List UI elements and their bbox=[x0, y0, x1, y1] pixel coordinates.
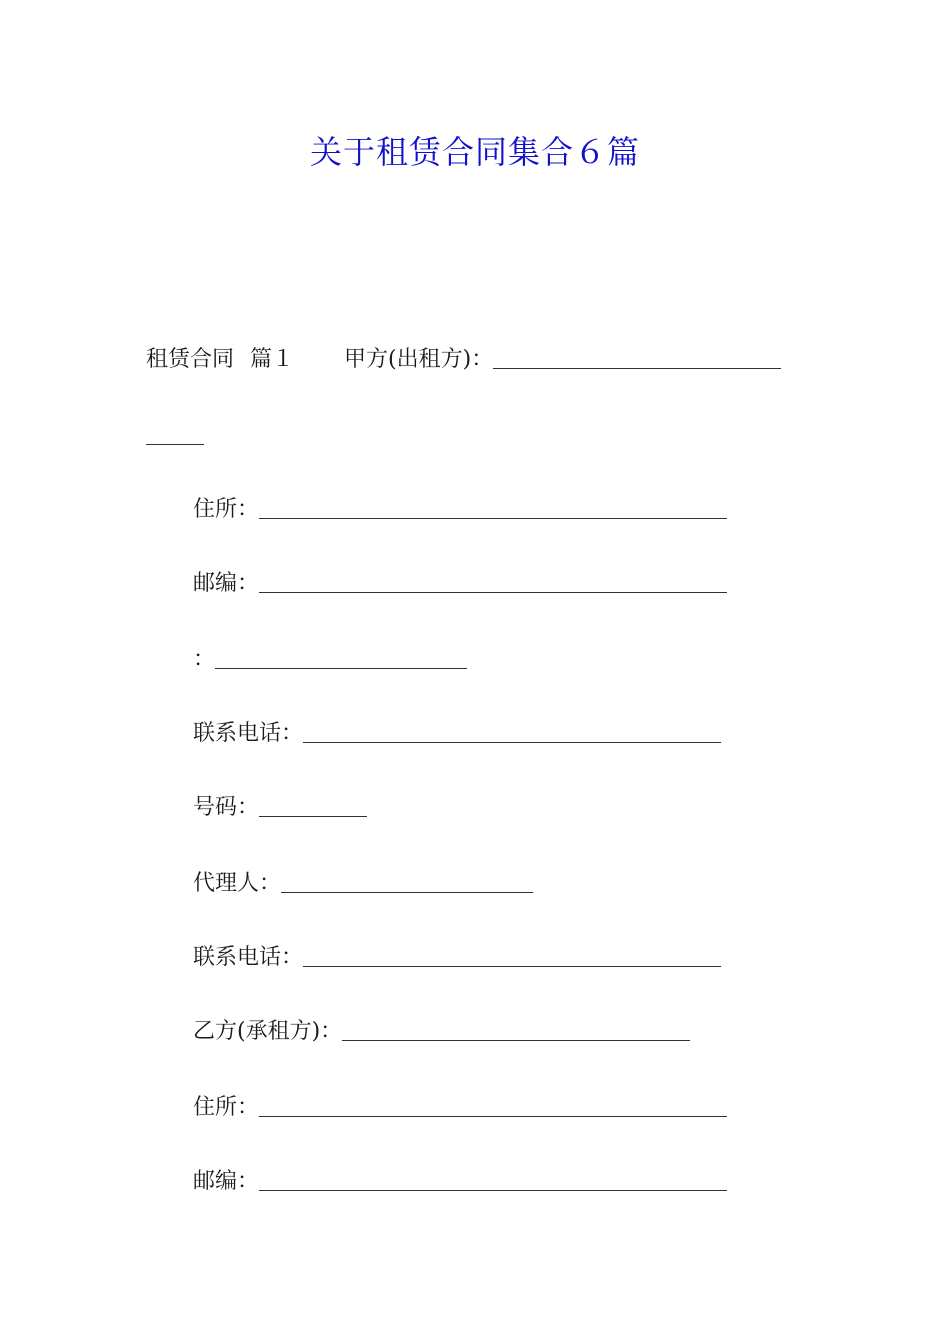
document-title: 关于租赁合同集合６篇 bbox=[309, 133, 640, 171]
party-b-postcode-line bbox=[193, 1164, 727, 1200]
party-b-address-line bbox=[193, 1090, 727, 1126]
party-a-agent-line bbox=[193, 866, 533, 902]
party-a-phone-label: 联系电话： bbox=[193, 721, 304, 746]
section-heading-line bbox=[146, 342, 781, 378]
party-a-number-label: 号码： bbox=[193, 795, 260, 820]
party-a-agent-phone-line bbox=[193, 940, 721, 976]
party-a-phone-blank bbox=[303, 720, 721, 743]
party-a-blank bbox=[493, 346, 781, 369]
party-a-blank-continued bbox=[146, 422, 204, 445]
party-b-label: 乙方(承租方)： bbox=[193, 1019, 343, 1044]
party-a-address-blank bbox=[259, 496, 727, 519]
party-a-postcode-line bbox=[193, 566, 727, 602]
party-a-blank-continued-line bbox=[146, 418, 204, 454]
party-a-postcode-label: 邮编： bbox=[193, 571, 260, 596]
party-a-label: 甲方(出租方)： bbox=[344, 347, 494, 372]
party-a-agent-label: 代理人： bbox=[193, 871, 282, 896]
section-number: 篇１ bbox=[250, 347, 295, 372]
party-a-address-label: 住所： bbox=[193, 497, 260, 522]
party-a-number-blank bbox=[259, 794, 367, 817]
party-a-agent-phone-label: 联系电话： bbox=[193, 945, 304, 970]
party-a-colon-label: ： bbox=[193, 647, 216, 672]
party-a-agent-phone-blank bbox=[303, 944, 721, 967]
party-a-phone-line bbox=[193, 716, 721, 752]
party-a-agent-blank bbox=[281, 870, 533, 893]
party-a-address-line bbox=[193, 492, 727, 528]
party-a-colon-line bbox=[193, 642, 467, 678]
party-b-postcode-label: 邮编： bbox=[193, 1169, 260, 1194]
party-a-colon-blank bbox=[215, 646, 467, 669]
party-b-address-label: 住所： bbox=[193, 1095, 260, 1120]
section-label: 租赁合同 bbox=[146, 347, 235, 372]
party-a-postcode-blank bbox=[259, 570, 727, 593]
party-b-postcode-blank bbox=[259, 1168, 727, 1191]
party-b-address-blank bbox=[259, 1094, 727, 1117]
party-b-blank bbox=[342, 1018, 690, 1041]
party-b-line bbox=[193, 1014, 690, 1050]
party-a-number-line bbox=[193, 790, 367, 826]
